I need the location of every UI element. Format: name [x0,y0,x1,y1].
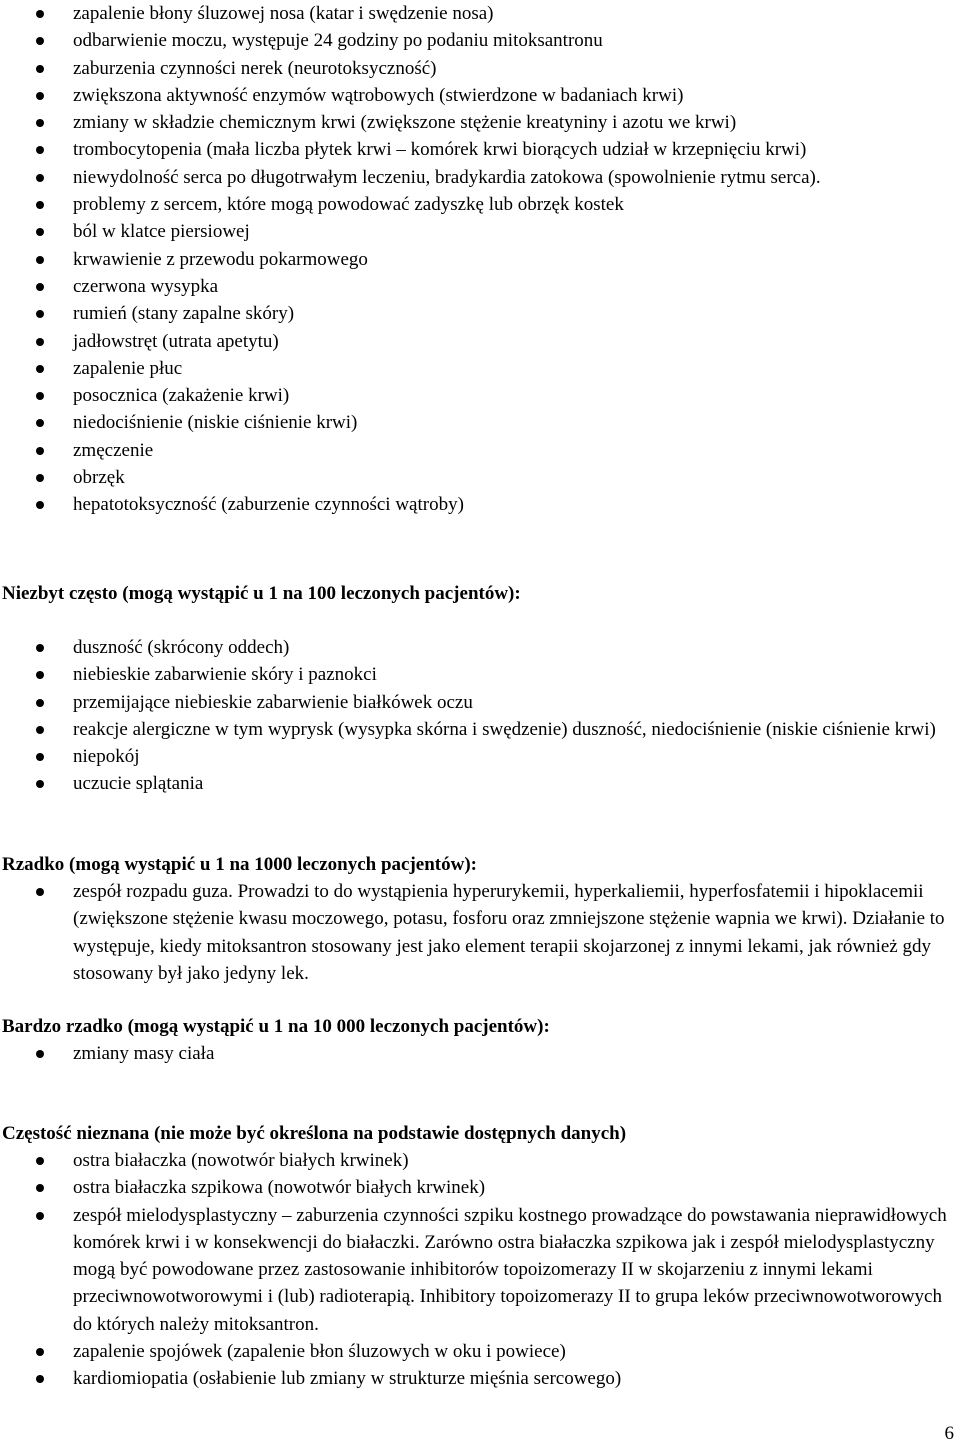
list-item: zmiany w składzie chemicznym krwi (zwiększone stężenie kreatyniny i azotu we krwi) [0,109,955,136]
list-item: niewydolność serca po długotrwałym leczeniu, bradykardia zatokowa (spowolnienie rytmu serca). [0,164,955,191]
list-item: hepatotoksyczność (zaburzenie czynności wątroby) [0,491,955,518]
list-item: reakcje alergiczne w tym wyprysk (wysypka skórna i swędzenie) duszność, niedociśnienie (niskie ciśnienie krwi) [0,716,955,743]
list-item: ból w klatce piersiowej [0,218,955,245]
list-item: problemy z sercem, które mogą powodować zadyszkę lub obrzęk kostek [0,191,955,218]
list-item: duszność (skrócony oddech) [0,634,955,661]
section-heading-very-rare: Bardzo rzadko (mogą wystąpić u 1 na 10 000 leczonych pacjentów): [2,1016,550,1037]
list-item: zespół mielodysplastyczny – zaburzenia czynności szpiku kostnego prowadzące do powstawania nieprawidłowych komórek krwi i w konsekwencji do białaczki. Zarówno ostra białaczka szpikowa jak i zespół mielodysplastyczny mogą być powodowane przez zastosowanie inhibitorów topoizomerazy II w skojarzeniu z innymi lekami przeciwnowotworowymi i (lub) radioterapią. Inhibitory topoizomerazy II to grupa leków przeciwnowotworowych do których należy mitoksantron. [0,1202,955,1338]
list-item: uczucie splątania [0,770,955,797]
list-item: zmiany masy ciała [0,1040,955,1067]
side-effects-list-rare [0,878,955,987]
list-item: ostra białaczka szpikowa (nowotwór białych krwinek) [0,1174,955,1201]
list-item: niepokój [0,743,955,770]
list-item: zapalenie spojówek (zapalenie błon śluzowych w oku i powiece) [0,1338,955,1365]
section-heading-rare: Rzadko (mogą wystąpić u 1 na 1000 leczonych pacjentów): [2,854,477,875]
side-effects-list-unknown [0,1147,955,1393]
page-number: 6 [944,1423,954,1444]
side-effects-list-uncommon [0,634,955,798]
list-item: niebieskie zabarwienie skóry i paznokci [0,661,955,688]
list-item: obrzęk [0,464,955,491]
list-item: niedociśnienie (niskie ciśnienie krwi) [0,409,955,436]
list-item: odbarwienie moczu, występuje 24 godziny po podaniu mitoksantronu [0,27,955,54]
section-heading-unknown: Częstość nieznana (nie może być określona na podstawie dostępnych danych) [2,1123,627,1144]
list-item: czerwona wysypka [0,273,955,300]
list-item: rumień (stany zapalne skóry) [0,300,955,327]
list-item: zespół rozpadu guza. Prowadzi to do wystąpienia hyperurykemii, hyperkaliemii, hyperfosfatemii i hipoklacemii (zwiększone stężenie kwasu moczowego, potasu, fosforu oraz zmniejszone stężenie wapnia we krwi). Działanie to występuje, kiedy mitoksantron stosowany jest jako element terapii skojarzonej z innymi lekami, jak również gdy stosowany był jako jedyny lek. [0,878,955,987]
list-item: przemijające niebieskie zabarwienie białkówek oczu [0,689,955,716]
list-item: zwiększona aktywność enzymów wątrobowych (stwierdzone w badaniach krwi) [0,82,955,109]
list-item: ostra białaczka (nowotwór białych krwinek) [0,1147,955,1174]
list-item: zmęczenie [0,437,955,464]
side-effects-list-very-rare [0,1040,955,1067]
section-heading-uncommon: Niezbyt często (mogą wystąpić u 1 na 100 leczonych pacjentów): [2,583,521,604]
list-item: kardiomiopatia (osłabienie lub zmiany w strukturze mięśnia sercowego) [0,1365,955,1392]
list-item: zapalenie płuc [0,355,955,382]
list-item: trombocytopenia (mała liczba płytek krwi – komórek krwi biorących udział w krzepnięciu krwi) [0,136,955,163]
side-effects-list-common [0,0,955,519]
list-item: jadłowstręt (utrata apetytu) [0,328,955,355]
list-item: zaburzenia czynności nerek (neurotoksyczność) [0,55,955,82]
list-item: posocznica (zakażenie krwi) [0,382,955,409]
list-item: zapalenie błony śluzowej nosa (katar i swędzenie nosa) [0,0,955,27]
list-item: krwawienie z przewodu pokarmowego [0,246,955,273]
